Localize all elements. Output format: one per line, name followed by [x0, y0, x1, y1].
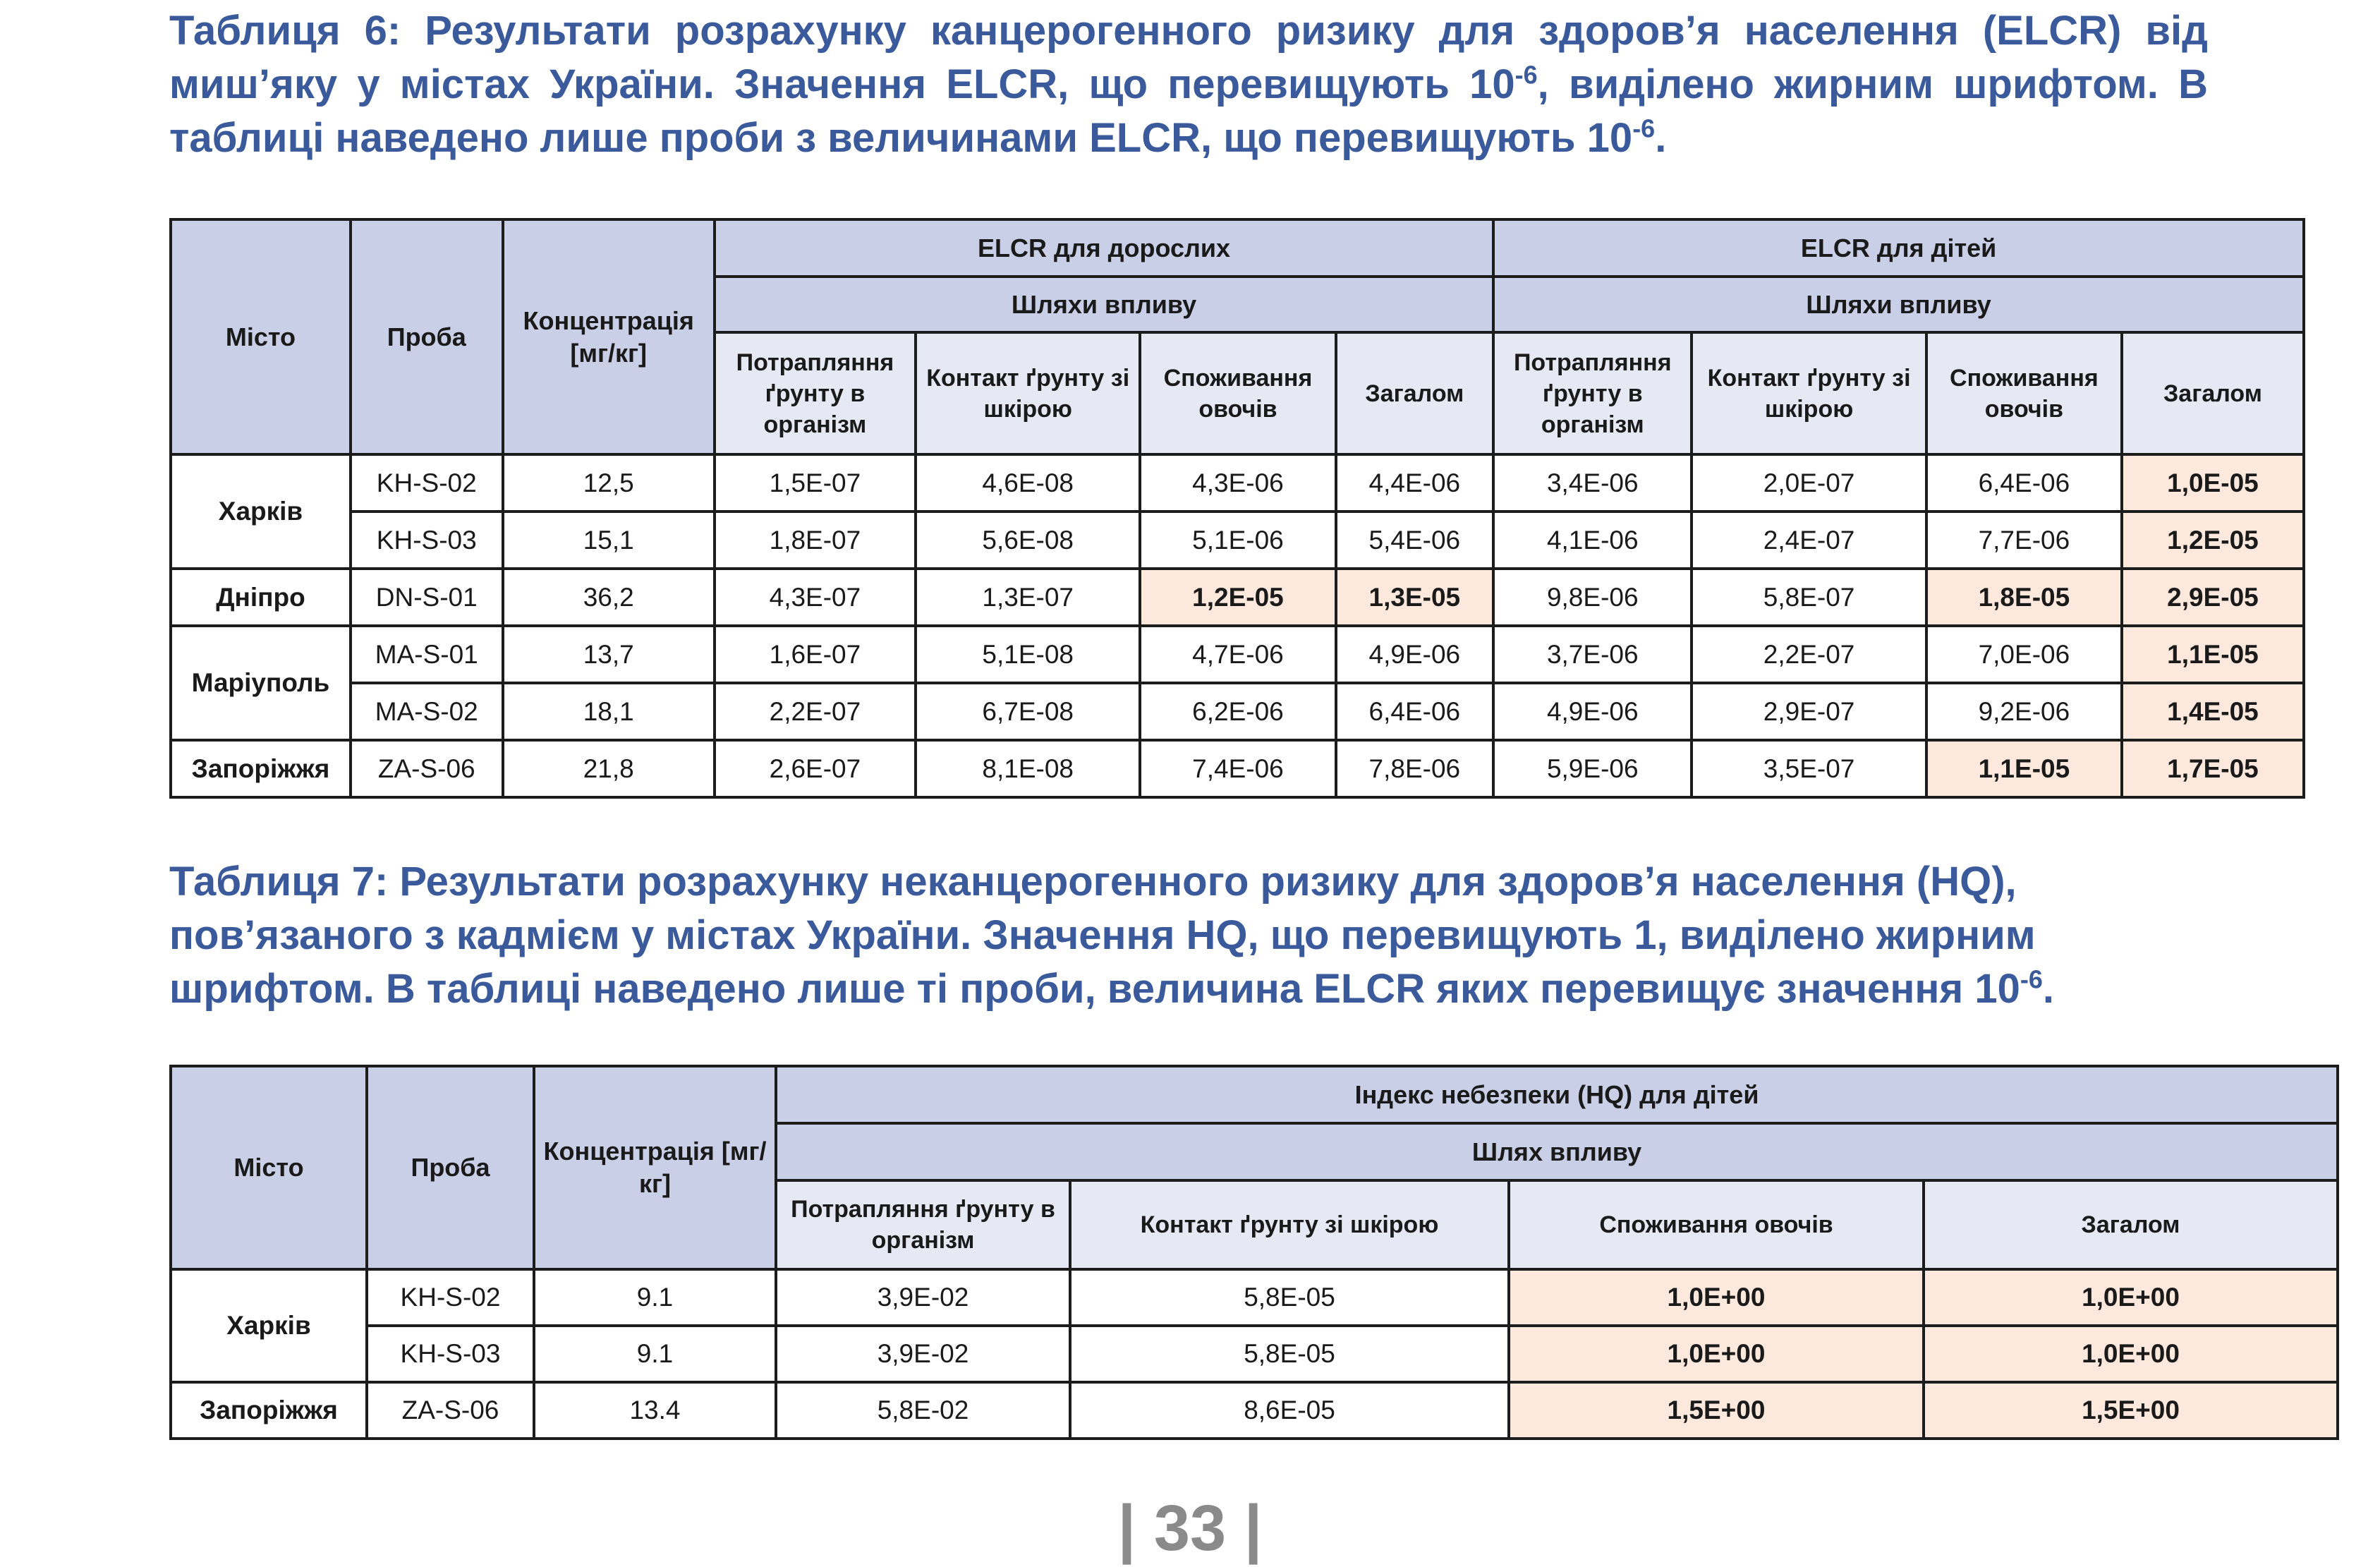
highlighted-value-cell: 1,0E+00 — [1509, 1326, 1924, 1382]
page-number: | 33 | — [1117, 1492, 1263, 1564]
value-cell: 2,9E-07 — [1692, 683, 1926, 740]
sample-cell: KH-S-02 — [351, 454, 503, 512]
value-cell: 4,9E-06 — [1336, 626, 1494, 683]
city-cell: Харків — [171, 1269, 367, 1382]
value-cell: 5,1E-06 — [1140, 512, 1335, 569]
header-vegetables: Споживання овочів — [1509, 1180, 1924, 1269]
city-cell: Запоріжжя — [171, 1382, 367, 1439]
value-cell: 2,2E-07 — [1692, 626, 1926, 683]
header-children: ELCR для дітей — [1493, 219, 2304, 277]
header-children-dermal: Контакт ґрунту зі шкірою — [1692, 332, 1926, 454]
header-concentration: Концентрація [мг/кг] — [534, 1066, 776, 1269]
value-cell: 9,2E-06 — [1926, 683, 2122, 740]
header-city: Місто — [171, 1066, 367, 1269]
value-cell: 7,4E-06 — [1140, 740, 1335, 797]
header-concentration: Концентрація [мг/кг] — [503, 219, 715, 454]
sample-cell: KH-S-03 — [351, 512, 503, 569]
highlighted-value-cell: 1,8E-05 — [1926, 569, 2122, 626]
concentration-cell: 21,8 — [503, 740, 715, 797]
value-cell: 4,3E-06 — [1140, 454, 1335, 512]
value-cell: 4,3E-07 — [715, 569, 916, 626]
value-cell: 5,8E-05 — [1070, 1269, 1509, 1326]
table7-caption-text: Таблиця 7: Результати розрахунку неканцерогенного ризику для здоров’я населення (HQ), пов’язаного з кадмієм у містах України. Значення HQ, що перевищують 1, виділено жирним шрифтом. В таблиці наведено лише ті проби, величина ELCR яких перевищує значення 10 — [169, 859, 2036, 1012]
table-row — [171, 1382, 2338, 1439]
table7-caption-exponent: -6 — [2020, 964, 2043, 994]
header-sample: Проба — [367, 1066, 534, 1269]
highlighted-value-cell: 1,1E-05 — [1926, 740, 2122, 797]
table6-elcr-arsenic — [169, 218, 2305, 799]
city-cell: Запоріжжя — [171, 740, 351, 797]
header-adults-dermal: Контакт ґрунту зі шкірою — [916, 332, 1140, 454]
city-cell: Маріуполь — [171, 626, 351, 740]
value-cell: 4,6E-08 — [916, 454, 1140, 512]
value-cell: 1,3E-07 — [916, 569, 1140, 626]
header-children-pathways: Шляхи впливу — [1493, 277, 2304, 332]
table7-caption — [169, 855, 2215, 1016]
sample-cell: KH-S-03 — [367, 1326, 534, 1382]
table-row — [171, 1326, 2338, 1382]
table-row — [171, 1269, 2338, 1326]
header-adults-vegetables: Споживання овочів — [1140, 332, 1335, 454]
highlighted-value-cell: 1,0E+00 — [1924, 1269, 2338, 1326]
sample-cell: MA-S-02 — [351, 683, 503, 740]
highlighted-value-cell: 1,5E+00 — [1924, 1382, 2338, 1439]
header-city: Місто — [171, 219, 351, 454]
header-ingestion: Потрапляння ґрунту в організм — [776, 1180, 1070, 1269]
highlighted-value-cell: 1,7E-05 — [2122, 740, 2304, 797]
header-adults-pathways: Шляхи впливу — [715, 277, 1493, 332]
table6-caption-exponent-2: -6 — [1632, 114, 1656, 143]
sample-cell: ZA-S-06 — [367, 1382, 534, 1439]
header-children-ingestion: Потрапляння ґрунту в організм — [1493, 332, 1692, 454]
header-adults-ingestion: Потрапляння ґрунту в організм — [715, 332, 916, 454]
value-cell: 7,0E-06 — [1926, 626, 2122, 683]
value-cell: 6,2E-06 — [1140, 683, 1335, 740]
table6-caption — [169, 4, 2208, 165]
header-sample: Проба — [351, 219, 503, 454]
concentration-cell: 9.1 — [534, 1269, 776, 1326]
header-hazard-index: Індекс небезпеки (HQ) для дітей — [776, 1066, 2338, 1123]
concentration-cell: 12,5 — [503, 454, 715, 512]
header-adults-total: Загалом — [1336, 332, 1494, 454]
value-cell: 4,1E-06 — [1493, 512, 1692, 569]
concentration-cell: 13,7 — [503, 626, 715, 683]
highlighted-value-cell: 1,0E+00 — [1509, 1269, 1924, 1326]
value-cell: 7,7E-06 — [1926, 512, 2122, 569]
value-cell: 4,4E-06 — [1336, 454, 1494, 512]
value-cell: 1,6E-07 — [715, 626, 916, 683]
table7-caption-end: . — [2042, 966, 2054, 1012]
header-children-vegetables: Споживання овочів — [1926, 332, 2122, 454]
header-pathway: Шлях впливу — [776, 1123, 2338, 1180]
concentration-cell: 36,2 — [503, 569, 715, 626]
table7-hq-cadmium — [169, 1065, 2339, 1440]
value-cell: 4,7E-06 — [1140, 626, 1335, 683]
value-cell: 1,8E-07 — [715, 512, 916, 569]
table-row — [171, 740, 2304, 797]
sample-cell: ZA-S-06 — [351, 740, 503, 797]
value-cell: 3,9E-02 — [776, 1326, 1070, 1382]
value-cell: 2,0E-07 — [1692, 454, 1926, 512]
header-dermal: Контакт ґрунту зі шкірою — [1070, 1180, 1509, 1269]
header-children-total: Загалом — [2122, 332, 2304, 454]
table-row — [171, 626, 2304, 683]
value-cell: 3,7E-06 — [1493, 626, 1692, 683]
table-row — [171, 569, 2304, 626]
value-cell: 5,8E-07 — [1692, 569, 1926, 626]
value-cell: 6,7E-08 — [916, 683, 1140, 740]
value-cell: 3,9E-02 — [776, 1269, 1070, 1326]
value-cell: 8,6E-05 — [1070, 1382, 1509, 1439]
highlighted-value-cell: 1,2E-05 — [1140, 569, 1335, 626]
value-cell: 5,9E-06 — [1493, 740, 1692, 797]
table6-caption-text-2: , виділено жирним шрифтом. В таблиці наведено лише проби з величинами ELCR, що перевищують 10 — [169, 61, 2208, 161]
header-total: Загалом — [1924, 1180, 2338, 1269]
value-cell: 2,2E-07 — [715, 683, 916, 740]
value-cell: 3,4E-06 — [1493, 454, 1692, 512]
highlighted-value-cell: 1,1E-05 — [2122, 626, 2304, 683]
city-cell: Дніпро — [171, 569, 351, 626]
highlighted-value-cell: 1,2E-05 — [2122, 512, 2304, 569]
sample-cell: KH-S-02 — [367, 1269, 534, 1326]
table-row — [171, 454, 2304, 512]
table6-caption-exponent: -6 — [1514, 60, 1538, 90]
sample-cell: MA-S-01 — [351, 626, 503, 683]
concentration-cell: 15,1 — [503, 512, 715, 569]
highlighted-value-cell: 2,9E-05 — [2122, 569, 2304, 626]
table6-caption-text: Таблиця 6: Результати розрахунку канцерогенного ризику для здоров’я населення (ELCR) від миш’яку у містах України. Значення ELCR, що перевищують 10 — [169, 8, 2208, 107]
value-cell: 1,5E-07 — [715, 454, 916, 512]
value-cell: 3,5E-07 — [1692, 740, 1926, 797]
value-cell: 2,6E-07 — [715, 740, 916, 797]
header-adults: ELCR для дорослих — [715, 219, 1493, 277]
table-row — [171, 512, 2304, 569]
value-cell: 5,8E-02 — [776, 1382, 1070, 1439]
table6-caption-end: . — [1655, 115, 1667, 161]
value-cell: 5,6E-08 — [916, 512, 1140, 569]
value-cell: 5,8E-05 — [1070, 1326, 1509, 1382]
value-cell: 5,1E-08 — [916, 626, 1140, 683]
table-row — [171, 683, 2304, 740]
concentration-cell: 13.4 — [534, 1382, 776, 1439]
highlighted-value-cell: 1,3E-05 — [1336, 569, 1494, 626]
value-cell: 8,1E-08 — [916, 740, 1140, 797]
highlighted-value-cell: 1,0E-05 — [2122, 454, 2304, 512]
highlighted-value-cell: 1,5E+00 — [1509, 1382, 1924, 1439]
city-cell: Харків — [171, 454, 351, 569]
concentration-cell: 9.1 — [534, 1326, 776, 1382]
value-cell: 5,4E-06 — [1336, 512, 1494, 569]
value-cell: 4,9E-06 — [1493, 683, 1692, 740]
value-cell: 7,8E-06 — [1336, 740, 1494, 797]
highlighted-value-cell: 1,0E+00 — [1924, 1326, 2338, 1382]
highlighted-value-cell: 1,4E-05 — [2122, 683, 2304, 740]
concentration-cell: 18,1 — [503, 683, 715, 740]
value-cell: 9,8E-06 — [1493, 569, 1692, 626]
sample-cell: DN-S-01 — [351, 569, 503, 626]
value-cell: 6,4E-06 — [1336, 683, 1494, 740]
value-cell: 6,4E-06 — [1926, 454, 2122, 512]
value-cell: 2,4E-07 — [1692, 512, 1926, 569]
